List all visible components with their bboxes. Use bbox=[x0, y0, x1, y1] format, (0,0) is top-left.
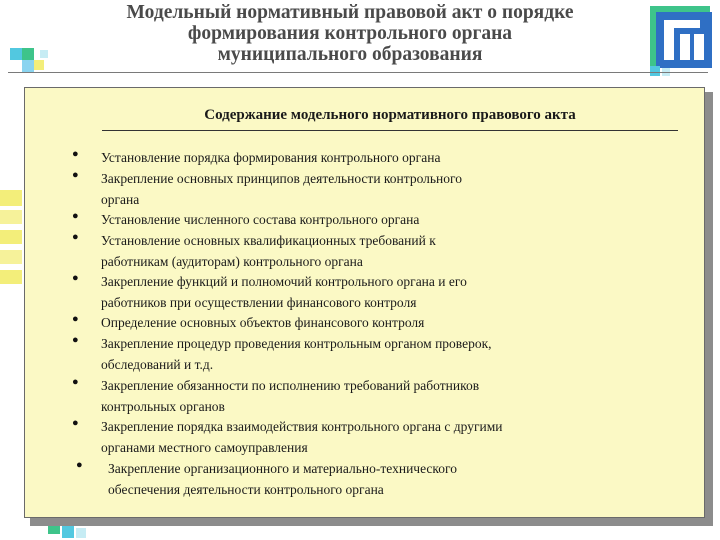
list-item-text bbox=[101, 210, 681, 231]
title-line: Модельный нормативный правовой акт о порядке bbox=[126, 2, 574, 23]
bullet-dot-icon: ● bbox=[72, 231, 79, 243]
bullet-dot-icon: ● bbox=[72, 272, 79, 284]
list-item-line: органа bbox=[101, 191, 140, 207]
list-item-line: обследований и т.д. bbox=[101, 356, 214, 372]
list-item-line: Установление порядка формирования контрольного органа bbox=[101, 150, 441, 165]
title-line: формирования контрольного органа bbox=[187, 23, 513, 44]
bullet-dot-icon: ● bbox=[72, 334, 79, 346]
list-item-text bbox=[101, 313, 681, 334]
list-item-text bbox=[108, 459, 688, 500]
list-item-text bbox=[101, 231, 681, 272]
list-item-line: Закрепление обязанности по исполнению требований работников bbox=[101, 378, 480, 393]
title-line: муниципального образования bbox=[217, 44, 483, 65]
list-item-line: работников при осуществлении финансового контроля bbox=[101, 294, 417, 310]
slide-title bbox=[60, 2, 640, 65]
list-item-text bbox=[101, 376, 681, 417]
list-item-line: Установление численного состава контрольного органа bbox=[101, 212, 420, 227]
list-item-line: Закрепление порядка взаимодействия контрольного органа с другими bbox=[101, 419, 503, 434]
list-item-line: органами местного самоуправления bbox=[101, 439, 308, 455]
list-item-text bbox=[101, 334, 681, 375]
list-item-line: Закрепление организационного и материально-технического bbox=[108, 461, 457, 476]
bullet-dot-icon: ● bbox=[76, 459, 83, 471]
panel-heading: Содержание модельного нормативного правового акта bbox=[204, 107, 576, 123]
side-stripe-decoration bbox=[0, 190, 22, 300]
list-item-line: контрольных органов bbox=[101, 398, 225, 414]
bullet-dot-icon: ● bbox=[72, 417, 79, 429]
list-item-text bbox=[101, 148, 681, 169]
list-item-text bbox=[101, 272, 681, 313]
bullet-dot-icon: ● bbox=[72, 148, 79, 160]
list-item-text bbox=[101, 169, 681, 210]
list-item-line: Закрепление процедур проведения контрольным органом проверок, bbox=[101, 336, 492, 351]
bullet-dot-icon: ● bbox=[72, 169, 79, 181]
list-item-line: Закрепление функций и полномочий контрольного органа и его bbox=[101, 274, 467, 289]
logo-icon bbox=[650, 6, 718, 76]
list-item-line: обеспечения деятельности контрольного органа bbox=[108, 481, 384, 497]
list-item-line: Установление основных квалификационных требований к bbox=[101, 233, 436, 248]
bullet-dot-icon: ● bbox=[72, 376, 79, 388]
title-divider bbox=[8, 72, 708, 73]
list-item-text bbox=[101, 417, 681, 458]
bullet-dot-icon: ● bbox=[72, 313, 79, 325]
list-item-line: работникам (аудиторам) контрольного органа bbox=[101, 253, 363, 269]
list-item-line: Закрепление основных принципов деятельности контрольного bbox=[101, 171, 462, 186]
list-item-line: Определение основных объектов финансового контроля bbox=[101, 315, 425, 330]
bullet-dot-icon: ● bbox=[72, 210, 79, 222]
heading-underline bbox=[102, 130, 678, 131]
corner-squares-decoration bbox=[0, 0, 60, 80]
